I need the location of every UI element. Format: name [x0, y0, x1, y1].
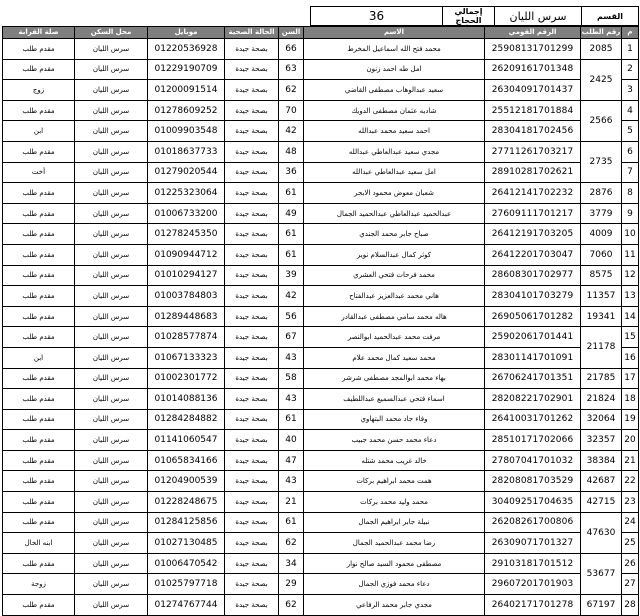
residence-cell: سرس الليان: [75, 162, 148, 183]
index-cell: 23: [622, 492, 639, 513]
mobile-cell: 01225323064: [148, 183, 225, 204]
col-header-age: السن: [279, 27, 304, 39]
request-number-cell: 67197: [581, 595, 622, 616]
health-cell: بصحة جيدة: [225, 121, 279, 142]
residence-cell: سرس الليان: [75, 450, 148, 471]
col-header-relation: صلة القرابة: [3, 27, 75, 39]
relation-cell: ابن: [3, 121, 75, 142]
name-cell: صباح جابر محمد الجندي: [304, 224, 485, 245]
health-cell: بصحة جيدة: [225, 533, 279, 554]
table-row: [3, 121, 639, 142]
mobile-cell: 01090944712: [148, 244, 225, 265]
relation-cell: مقدم طلب: [3, 306, 75, 327]
name-cell: بهاء محمد ابوالمجد مصطفى شرشر: [304, 368, 485, 389]
index-cell: 21: [622, 450, 639, 471]
name-cell: دعاء محمد حسن محمد جبيب: [304, 430, 485, 451]
index-cell: 7: [622, 162, 639, 183]
national-id-cell: 26410031701262: [485, 409, 581, 430]
table-row: [3, 389, 639, 410]
national-id-cell: 26402171701278: [485, 595, 581, 616]
request-number-cell: 53677: [581, 553, 622, 594]
table-row: [3, 450, 639, 471]
mobile-cell: 01284125856: [148, 512, 225, 533]
mobile-cell: 01200091514: [148, 80, 225, 101]
table-row: [3, 347, 639, 368]
residence-cell: سرس الليان: [75, 203, 148, 224]
name-cell: محمد فتح الله اسماعيل المخرط: [304, 39, 485, 60]
mobile-cell: 01228248675: [148, 492, 225, 513]
mobile-cell: 01284284882: [148, 409, 225, 430]
residence-cell: سرس الليان: [75, 327, 148, 348]
age-cell: 61: [279, 512, 304, 533]
mobile-cell: 01141060547: [148, 430, 225, 451]
request-number-cell: 42687: [581, 471, 622, 492]
national-id-cell: 28304101703279: [485, 286, 581, 307]
pilgrims-table: [2, 26, 639, 616]
request-number-cell: 21785: [581, 368, 622, 389]
relation-cell: زوج: [3, 80, 75, 101]
table-row: [3, 224, 639, 245]
national-id-cell: 26412141702232: [485, 183, 581, 204]
request-number-cell: 2876: [581, 183, 622, 204]
age-cell: 62: [279, 80, 304, 101]
age-cell: 42: [279, 121, 304, 142]
age-cell: 66: [279, 39, 304, 60]
national-id-cell: 26309071701327: [485, 533, 581, 554]
table-row: [3, 306, 639, 327]
index-cell: 10: [622, 224, 639, 245]
request-number-cell: 2085: [581, 39, 622, 60]
age-cell: 42: [279, 286, 304, 307]
name-cell: هاله محمد سامي مصطفى عبدالقادر: [304, 306, 485, 327]
relation-cell: مقدم طلب: [3, 224, 75, 245]
name-cell: مجدي سعيد عبدالعاطي عبدالله: [304, 141, 485, 162]
relation-cell: مقدم طلب: [3, 368, 75, 389]
health-cell: بصحة جيدة: [225, 183, 279, 204]
residence-cell: سرس الليان: [75, 121, 148, 142]
request-number-cell: 38384: [581, 450, 622, 471]
health-cell: بصحة جيدة: [225, 306, 279, 327]
relation-cell: مقدم طلب: [3, 492, 75, 513]
col-header-residence: محل السكن: [75, 27, 148, 39]
request-number-cell: 42715: [581, 492, 622, 513]
name-cell: مرفت محمد عبدالحميد ابوالنصر: [304, 327, 485, 348]
residence-cell: سرس الليان: [75, 368, 148, 389]
table-row: [3, 80, 639, 101]
table-row: [3, 574, 639, 595]
mobile-cell: 01010294127: [148, 265, 225, 286]
mobile-cell: 01006733200: [148, 203, 225, 224]
age-cell: 49: [279, 203, 304, 224]
residence-cell: سرس الليان: [75, 574, 148, 595]
table-row: [3, 430, 639, 451]
national-id-cell: 28208081703529: [485, 471, 581, 492]
age-cell: 48: [279, 141, 304, 162]
table-row: [3, 244, 639, 265]
name-cell: دعاء محمد فوزي الجمال: [304, 574, 485, 595]
residence-cell: سرس الليان: [75, 347, 148, 368]
relation-cell: مقدم طلب: [3, 39, 75, 60]
national-id-cell: 28910281702621: [485, 162, 581, 183]
age-cell: 21: [279, 492, 304, 513]
name-cell: مصطفى محمود السيد صالح نوار: [304, 553, 485, 574]
mobile-cell: 01006470542: [148, 553, 225, 574]
health-cell: بصحة جيدة: [225, 471, 279, 492]
national-id-cell: 25512181701884: [485, 100, 581, 121]
request-number-cell: 19341: [581, 306, 622, 327]
col-header-name: الاسم: [304, 27, 485, 39]
index-cell: 18: [622, 389, 639, 410]
mobile-cell: 01204900539: [148, 471, 225, 492]
health-cell: بصحة جيدة: [225, 286, 279, 307]
name-cell: محمد وليد محمد بركات: [304, 492, 485, 513]
residence-cell: سرس الليان: [75, 39, 148, 60]
request-number-cell: 47630: [581, 512, 622, 553]
table-row: [3, 492, 639, 513]
index-cell: 24: [622, 512, 639, 533]
health-cell: بصحة جيدة: [225, 512, 279, 533]
age-cell: 63: [279, 59, 304, 80]
mobile-cell: 01027130485: [148, 533, 225, 554]
mobile-cell: 01220536928: [148, 39, 225, 60]
name-cell: نبيلة جابر ابراهيم الجمال: [304, 512, 485, 533]
table-row: [3, 553, 639, 574]
table-row: [3, 327, 639, 348]
residence-cell: سرس الليان: [75, 224, 148, 245]
index-cell: 15: [622, 327, 639, 348]
name-cell: اسماء فتحي عبدالسميع عبداللطيف: [304, 389, 485, 410]
name-cell: رضا محمد عبدالحميد الجمال: [304, 533, 485, 554]
residence-cell: سرس الليان: [75, 492, 148, 513]
age-cell: 70: [279, 100, 304, 121]
index-cell: 11: [622, 244, 639, 265]
residence-cell: سرس الليان: [75, 430, 148, 451]
health-cell: بصحة جيدة: [225, 224, 279, 245]
health-cell: بصحة جيدة: [225, 327, 279, 348]
residence-cell: سرس الليان: [75, 265, 148, 286]
mobile-cell: 01018637733: [148, 141, 225, 162]
national-id-cell: 28608301702977: [485, 265, 581, 286]
relation-cell: مقدم طلب: [3, 59, 75, 80]
relation-cell: مقدم طلب: [3, 450, 75, 471]
age-cell: 56: [279, 306, 304, 327]
mobile-cell: 01278245350: [148, 224, 225, 245]
relation-cell: مقدم طلب: [3, 389, 75, 410]
national-id-cell: 28208221702901: [485, 389, 581, 410]
age-cell: 61: [279, 183, 304, 204]
name-cell: وفاء جاد محمد البتهاوي: [304, 409, 485, 430]
health-cell: بصحة جيدة: [225, 59, 279, 80]
age-cell: 61: [279, 244, 304, 265]
national-id-cell: 29103181701512: [485, 553, 581, 574]
name-cell: محمد فرحات فتحي العشري: [304, 265, 485, 286]
national-id-cell: 25902061701441: [485, 327, 581, 348]
relation-cell: مقدم طلب: [3, 553, 75, 574]
table-row: [3, 162, 639, 183]
health-cell: بصحة جيدة: [225, 203, 279, 224]
request-number-cell: 32357: [581, 430, 622, 451]
name-cell: هاني محمد عبدالعزيز عبدالفتاح: [304, 286, 485, 307]
health-cell: بصحة جيدة: [225, 409, 279, 430]
health-cell: بصحة جيدة: [225, 430, 279, 451]
residence-cell: سرس الليان: [75, 286, 148, 307]
table-row: [3, 39, 639, 60]
table-body: [3, 39, 639, 616]
age-cell: 34: [279, 553, 304, 574]
relation-cell: مقدم طلب: [3, 286, 75, 307]
health-cell: بصحة جيدة: [225, 450, 279, 471]
request-number-cell: 11357: [581, 286, 622, 307]
table-row: [3, 512, 639, 533]
header-table: [310, 6, 639, 26]
national-id-cell: 26706241701351: [485, 368, 581, 389]
mobile-cell: 01025797718: [148, 574, 225, 595]
request-number-cell: 8575: [581, 265, 622, 286]
name-cell: مجدي جابر محمد الرفاعي: [304, 595, 485, 616]
mobile-cell: 01067133323: [148, 347, 225, 368]
mobile-cell: 01002301772: [148, 368, 225, 389]
relation-cell: مقدم طلب: [3, 409, 75, 430]
index-cell: 6: [622, 141, 639, 162]
age-cell: 47: [279, 450, 304, 471]
request-number-cell: 21824: [581, 389, 622, 410]
residence-cell: سرس الليان: [75, 533, 148, 554]
index-cell: 12: [622, 265, 639, 286]
age-cell: 58: [279, 368, 304, 389]
relation-cell: ابن: [3, 347, 75, 368]
name-cell: شاديه عثمان مصطفى الدويك: [304, 100, 485, 121]
name-cell: شعبان معوض محمود الابجر: [304, 183, 485, 204]
table-row: [3, 368, 639, 389]
mobile-cell: 01003784803: [148, 286, 225, 307]
health-cell: بصحة جيدة: [225, 162, 279, 183]
age-cell: 29: [279, 574, 304, 595]
relation-cell: مقدم طلب: [3, 265, 75, 286]
section-label: القسم: [582, 7, 639, 26]
col-header-health: الحالة الصحية: [225, 27, 279, 39]
age-cell: 62: [279, 533, 304, 554]
index-cell: 2: [622, 59, 639, 80]
col-header-mobile: موبايل: [148, 27, 225, 39]
index-cell: 17: [622, 368, 639, 389]
request-number-cell: 7060: [581, 244, 622, 265]
national-id-cell: 27807041701032: [485, 450, 581, 471]
age-cell: 36: [279, 162, 304, 183]
request-number-cell: 21178: [581, 327, 622, 368]
table-row: [3, 471, 639, 492]
name-cell: همت محمد ابراهيم بركات: [304, 471, 485, 492]
index-cell: 19: [622, 409, 639, 430]
name-cell: محمد سعيد كمال محمد علام: [304, 347, 485, 368]
national-id-cell: 26208261700806: [485, 512, 581, 533]
health-cell: بصحة جيدة: [225, 389, 279, 410]
index-cell: 25: [622, 533, 639, 554]
health-cell: بصحة جيدة: [225, 492, 279, 513]
table-row: [3, 59, 639, 80]
relation-cell: مقدم طلب: [3, 471, 75, 492]
index-cell: 26: [622, 553, 639, 574]
relation-cell: زوجة: [3, 574, 75, 595]
request-number-cell: 2735: [581, 141, 622, 182]
national-id-cell: 30409251704635: [485, 492, 581, 513]
age-cell: 62: [279, 595, 304, 616]
relation-cell: أخت: [3, 162, 75, 183]
mobile-cell: 01279020544: [148, 162, 225, 183]
index-cell: 3: [622, 80, 639, 101]
health-cell: بصحة جيدة: [225, 80, 279, 101]
residence-cell: سرس الليان: [75, 244, 148, 265]
age-cell: 39: [279, 265, 304, 286]
name-cell: سعيد عبدالوهاب مصطفى القاضي: [304, 80, 485, 101]
relation-cell: مقدم طلب: [3, 203, 75, 224]
col-header-national-id: الرقم القومي: [485, 27, 581, 39]
residence-cell: سرس الليان: [75, 409, 148, 430]
relation-cell: مقدم طلب: [3, 512, 75, 533]
national-id-cell: 28301141701091: [485, 347, 581, 368]
national-id-cell: 26304091701437: [485, 80, 581, 101]
residence-cell: سرس الليان: [75, 100, 148, 121]
health-cell: بصحة جيدة: [225, 595, 279, 616]
request-number-cell: 2425: [581, 59, 622, 100]
table-row: [3, 183, 639, 204]
age-cell: 40: [279, 430, 304, 451]
table-row: [3, 409, 639, 430]
relation-cell: مقدم طلب: [3, 327, 75, 348]
health-cell: بصحة جيدة: [225, 100, 279, 121]
residence-cell: سرس الليان: [75, 183, 148, 204]
index-cell: 5: [622, 121, 639, 142]
relation-cell: مقدم طلب: [3, 430, 75, 451]
index-cell: 27: [622, 574, 639, 595]
health-cell: بصحة جيدة: [225, 368, 279, 389]
index-cell: 20: [622, 430, 639, 451]
table-row: [3, 141, 639, 162]
residence-cell: سرس الليان: [75, 512, 148, 533]
health-cell: بصحة جيدة: [225, 265, 279, 286]
table-row: [3, 533, 639, 554]
table-row: [3, 265, 639, 286]
national-id-cell: 26412191703205: [485, 224, 581, 245]
age-cell: 61: [279, 409, 304, 430]
mobile-cell: 01289448683: [148, 306, 225, 327]
name-cell: كوثر كمال عبدالسلام نوير: [304, 244, 485, 265]
name-cell: احمد سعيد محمد عبدالله: [304, 121, 485, 142]
relation-cell: مقدم طلب: [3, 595, 75, 616]
residence-cell: سرس الليان: [75, 80, 148, 101]
mobile-cell: 01028577874: [148, 327, 225, 348]
mobile-cell: 01274767744: [148, 595, 225, 616]
relation-cell: مقدم طلب: [3, 141, 75, 162]
name-cell: عبدالحميد عبدالعاطي عبدالحميد الجمال: [304, 203, 485, 224]
index-cell: 13: [622, 286, 639, 307]
index-cell: 28: [622, 595, 639, 616]
mobile-cell: 01278609252: [148, 100, 225, 121]
age-cell: 67: [279, 327, 304, 348]
residence-cell: سرس الليان: [75, 59, 148, 80]
national-id-cell: 29607201701903: [485, 574, 581, 595]
residence-cell: سرس الليان: [75, 553, 148, 574]
health-cell: بصحة جيدة: [225, 574, 279, 595]
total-pilgrims-label: إجمالي الحجاج: [443, 7, 495, 26]
age-cell: 43: [279, 389, 304, 410]
residence-cell: سرس الليان: [75, 595, 148, 616]
index-cell: 22: [622, 471, 639, 492]
relation-cell: ابنه الخال: [3, 533, 75, 554]
mobile-cell: 01229190709: [148, 59, 225, 80]
col-header-request-no: رقم الطلب: [581, 27, 622, 39]
request-number-cell: 4009: [581, 224, 622, 245]
relation-cell: مقدم طلب: [3, 244, 75, 265]
request-number-cell: 3779: [581, 203, 622, 224]
mobile-cell: 01009903548: [148, 121, 225, 142]
health-cell: بصحة جيدة: [225, 244, 279, 265]
request-number-cell: 2566: [581, 100, 622, 141]
name-cell: امل طه احمد زنون: [304, 59, 485, 80]
national-id-cell: 26209161701348: [485, 59, 581, 80]
index-cell: 8: [622, 183, 639, 204]
index-cell: 1: [622, 39, 639, 60]
mobile-cell: 01014088136: [148, 389, 225, 410]
residence-cell: سرس الليان: [75, 471, 148, 492]
total-pilgrims-value: 36: [311, 7, 443, 26]
health-cell: بصحة جيدة: [225, 39, 279, 60]
national-id-cell: 26905061701282: [485, 306, 581, 327]
table-row: [3, 286, 639, 307]
table-row: [3, 100, 639, 121]
request-number-cell: 32064: [581, 409, 622, 430]
table-row: [3, 595, 639, 616]
relation-cell: مقدم طلب: [3, 100, 75, 121]
index-cell: 14: [622, 306, 639, 327]
health-cell: بصحة جيدة: [225, 553, 279, 574]
residence-cell: سرس الليان: [75, 141, 148, 162]
age-cell: 61: [279, 224, 304, 245]
name-cell: خالد غريب محمد شتله: [304, 450, 485, 471]
table-header-row: [3, 27, 639, 39]
mobile-cell: 01065834166: [148, 450, 225, 471]
health-cell: بصحة جيدة: [225, 347, 279, 368]
age-cell: 43: [279, 471, 304, 492]
residence-cell: سرس الليان: [75, 389, 148, 410]
age-cell: 43: [279, 347, 304, 368]
national-id-cell: 27609111701217: [485, 203, 581, 224]
name-cell: امل سعيد عبدالعاطي عبدالله: [304, 162, 485, 183]
residence-cell: سرس الليان: [75, 306, 148, 327]
table-row: [3, 203, 639, 224]
national-id-cell: 26412201703047: [485, 244, 581, 265]
national-id-cell: 27711261703217: [485, 141, 581, 162]
col-header-index: م: [622, 27, 639, 39]
index-cell: 4: [622, 100, 639, 121]
relation-cell: مقدم طلب: [3, 183, 75, 204]
national-id-cell: 28304181702456: [485, 121, 581, 142]
national-id-cell: 28510171702066: [485, 430, 581, 451]
index-cell: 9: [622, 203, 639, 224]
index-cell: 16: [622, 347, 639, 368]
section-value: سرس الليان: [495, 7, 582, 26]
health-cell: بصحة جيدة: [225, 141, 279, 162]
national-id-cell: 25908131701299: [485, 39, 581, 60]
